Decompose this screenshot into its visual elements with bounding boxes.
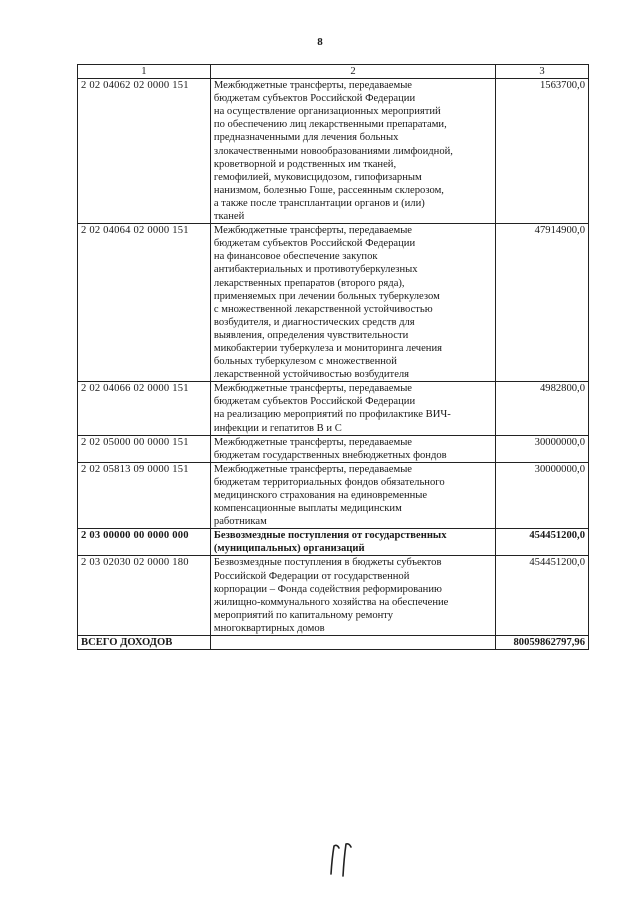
- row-description: Межбюджетные трансферты, передаваемые бюджетам субъектов Российской Федерации на реализацию мероприятий по профилактике ВИЧ- инфекции и гепатитов В и С: [210, 382, 495, 435]
- row-code: 2 02 05813 09 0000 151: [78, 462, 211, 528]
- row-code: 2 02 04064 02 0000 151: [78, 224, 211, 382]
- row-description: Безвозмездные поступления в бюджеты субъектов Российской Федерации от государственной корпорации – Фонда содействия реформированию жилищно-коммунального хозяйства на обеспечение мероприятий по капитальному ремонту многоквартирных домов: [210, 556, 495, 636]
- table-row: [78, 435, 589, 462]
- row-description: Безвозмездные поступления от государственных (муниципальных) организаций: [210, 529, 495, 556]
- revenue-table: [77, 64, 589, 650]
- table-row: [78, 224, 589, 382]
- table-row-total: [78, 636, 589, 650]
- row-code: 2 02 05000 00 0000 151: [78, 435, 211, 462]
- table-row: [78, 79, 589, 224]
- row-code: 2 03 00000 00 0000 000: [78, 529, 211, 556]
- total-amount: 80059862797,96: [496, 636, 589, 650]
- handwritten-mark: [326, 840, 356, 880]
- row-description: Межбюджетные трансферты, передаваемые бюджетам субъектов Российской Федерации на осуществление организационных мероприятий по обеспечению лиц лекарственными препаратами, предназначенными для лечения больных злокачественными новообразованиями лимфоидной, кроветворной и родственных им тканей, гемофилией, муковисцидозом, гипофизарным нанизмом, болезнью Гоше, рассеянным склерозом, а также после трансплантации органов и (или) тканей: [210, 79, 495, 224]
- table-row-subtotal: [78, 529, 589, 556]
- column-header-code: 1: [78, 65, 211, 79]
- table-header-row: [78, 65, 589, 79]
- table-row: [78, 556, 589, 636]
- total-spacer: [210, 636, 495, 650]
- table-row: [78, 462, 589, 528]
- row-amount: 47914900,0: [496, 224, 589, 382]
- row-description: Межбюджетные трансферты, передаваемые бюджетам государственных внебюджетных фондов: [210, 435, 495, 462]
- row-code: 2 02 04062 02 0000 151: [78, 79, 211, 224]
- table-row: [78, 382, 589, 435]
- column-header-amount: 3: [496, 65, 589, 79]
- row-description: Межбюджетные трансферты, передаваемые бюджетам субъектов Российской Федерации на финансовое обеспечение закупок антибактериальных и противотуберкулезных лекарственных препаратов (второго ряда), применяемых при лечении больных туберкулезом с множественной лекарственной устойчивостью возбудителя, и диагностических средств для выявления, определения чувствительности микобактерии туберкулеза и мониторинга лечения больных туберкулезом с множественной лекарственной устойчивостью возбудителя: [210, 224, 495, 382]
- row-description: Межбюджетные трансферты, передаваемые бюджетам территориальных фондов обязательного медицинского страхования на единовременные компенсационные выплаты медицинским работникам: [210, 462, 495, 528]
- column-header-description: 2: [210, 65, 495, 79]
- row-code: 2 03 02030 02 0000 180: [78, 556, 211, 636]
- row-amount: 1563700,0: [496, 79, 589, 224]
- row-amount: 454451200,0: [496, 556, 589, 636]
- row-amount: 30000000,0: [496, 435, 589, 462]
- page-number: 8: [317, 36, 323, 48]
- row-amount: 4982800,0: [496, 382, 589, 435]
- row-code: 2 02 04066 02 0000 151: [78, 382, 211, 435]
- total-label: ВСЕГО ДОХОДОВ: [78, 636, 211, 650]
- row-amount: 30000000,0: [496, 462, 589, 528]
- row-amount: 454451200,0: [496, 529, 589, 556]
